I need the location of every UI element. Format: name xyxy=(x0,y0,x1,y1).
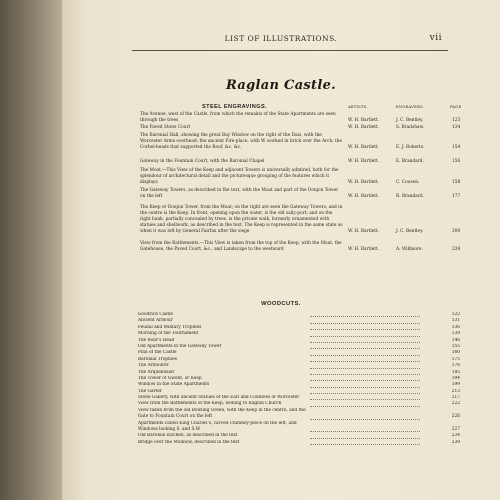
artists-column-header: ARTISTS. xyxy=(348,105,368,109)
woodcut-entry-page: 234 xyxy=(451,433,460,439)
steel-entry-page: 123 xyxy=(452,118,461,123)
page-number: vii xyxy=(429,33,442,43)
leader-dots xyxy=(310,336,420,337)
steel-entry-title: Gateway in the Fountain Court, with the Baronial Chapel xyxy=(140,159,265,164)
woodcut-entry-page: 213 xyxy=(451,388,460,394)
steel-entry-artist: W. H. Bartlett. xyxy=(348,229,380,234)
leader-dots xyxy=(310,316,420,317)
steel-entry-artist: W. H. Bartlett. xyxy=(348,247,380,252)
woodcut-entry-title: Feudal and Military Trophies xyxy=(138,324,202,330)
book-page xyxy=(62,0,500,500)
steel-entry xyxy=(140,241,460,253)
steel-entry-title: The Paved Stone Court xyxy=(140,125,191,130)
woodcut-entry-title: Old Apartments in the Gateway Tower xyxy=(138,343,222,349)
woodcut-entry-title: The Garter xyxy=(138,388,162,394)
steel-entry-title: The Keep or Donjon Tower, from the Moat; on the right are seen the Gateway Towers, and in the centre is the Keep. In front, opening upon the water, is the old sally-port; and on the right bank, partially concealed by trees, is the private walk, formerly ornamented with statues and shellwork, as described in the text. The Keep is represented in the same state as when it was left by General Fairfax after the siege xyxy=(140,205,343,234)
steel-entry-artist: W. H. Bartlett. xyxy=(348,145,380,150)
woodcut-entry-title: Goodrich Castle xyxy=(138,312,174,317)
steel-entry-title: The Gateway Towers, as described in the text, with the Moat and part of the Donjon Tower on the left xyxy=(140,188,339,199)
woodcut-entry-title: Plan of the Castle xyxy=(138,350,177,356)
leader-dots xyxy=(310,393,420,394)
running-title: LIST OF ILLUSTRATIONS. xyxy=(224,34,338,43)
leader-dots xyxy=(310,399,420,400)
woodcut-entry-title: The Tower of Gwent, or Keep xyxy=(138,375,202,381)
steel-entry-page: 156 xyxy=(452,159,461,164)
steel-entry-title: View from the Battlements.—This View is taken from the top of the Keep, with the Moat, the Gatehouse, the Paved Court, &c., and Landscape to the westward xyxy=(140,241,342,252)
woodcut-entry-page: 185 xyxy=(451,369,460,375)
leader-dots xyxy=(310,406,420,407)
woodcut-entry-page: 217 xyxy=(451,395,460,401)
section-title: Raglan Castle. xyxy=(226,78,336,93)
steel-entry xyxy=(140,112,460,124)
steel-entry-engraver: E. J. Roberts. xyxy=(396,145,425,150)
steel-entry-artist: W. H. Bartlett. xyxy=(348,118,380,123)
steel-entry xyxy=(140,188,460,200)
steel-entry-page: 154 xyxy=(452,145,461,150)
leader-dots xyxy=(310,438,420,439)
steel-entry xyxy=(140,125,460,131)
steel-entry-page: 200 xyxy=(452,229,461,234)
book-gutter xyxy=(0,0,62,500)
steel-entry-engraver: J. C. Bentley. xyxy=(396,229,424,234)
steel-entry-page: 177 xyxy=(452,194,461,199)
woodcut-entry-title: The Armourer xyxy=(138,363,169,369)
woodcut-entry-page: 222 xyxy=(451,401,460,407)
leader-dots xyxy=(310,329,420,330)
woodcut-entry xyxy=(138,421,464,434)
steel-entry-artist: W. H. Bartlett. xyxy=(348,194,380,199)
steel-entry-title: The Baronial Hall, showing the great Bay Window on the right of the Dais, with the Worcester Arms overhead; the ancient Fire-place, with W worked in brick over the Arch; the Corbel-heads that supported the Roof, &c. &c. xyxy=(140,133,343,150)
header-rule xyxy=(132,50,448,51)
woodcut-entry-page: 122 xyxy=(451,312,460,317)
steel-entry-page: 239 xyxy=(452,247,461,252)
leader-dots xyxy=(310,419,420,420)
woodcut-entry-title: Apartments called King Charles's, carved Chimney-piece on the left, and Windows looking S. and S.W. xyxy=(138,420,297,433)
leader-dots xyxy=(310,355,420,356)
woodcut-entry-page: 227 xyxy=(451,427,460,433)
steel-entry-page: 134 xyxy=(452,125,461,130)
leader-dots xyxy=(310,368,420,369)
steel-entry-artist: W. H. Bartlett. xyxy=(348,125,380,130)
leader-dots xyxy=(310,361,420,362)
steel-entry xyxy=(140,133,460,151)
woodcut-entry-title: Morning of the Tournament xyxy=(138,331,199,337)
leader-dots xyxy=(310,323,420,324)
woodcuts-list xyxy=(138,312,464,446)
steel-entry-engraver: A. Willmore. xyxy=(396,247,423,252)
woodcut-entry-title: Old Baronial Kitchen, as described in the text xyxy=(138,433,238,439)
woodcut-entry-page: 226 xyxy=(451,414,460,420)
woodcut-entry-title: Bridge over the Monnow, described in the text xyxy=(138,439,240,445)
woodcut-entry-page: 146 xyxy=(451,337,460,343)
woodcut-entry-page: 131 xyxy=(451,318,460,324)
woodcut-entry-title: The Arquebusier xyxy=(138,369,175,375)
leader-dots xyxy=(310,444,420,445)
leader-dots xyxy=(310,348,420,349)
leader-dots xyxy=(310,342,420,343)
woodcut-entry-page: 160 xyxy=(451,350,460,356)
woodcut-entry-page: 175 xyxy=(451,356,460,362)
leader-dots xyxy=(310,431,420,432)
steel-entry xyxy=(140,159,460,165)
woodcut-entry-title: Window in the State Apartments xyxy=(138,382,210,388)
woodcut-entry-title: View taken from the old Bowling Green, with the Keep in the centre, and the Gate to Fountain Court on the left xyxy=(138,407,306,420)
woodcut-entry-title: The Boar's Head xyxy=(138,337,175,343)
steel-entry-engraver: R. Brandard. xyxy=(396,194,424,199)
steel-entry-artist: W. H. Bartlett. xyxy=(348,159,380,164)
steel-entry-engraver: S. Bradshaw. xyxy=(396,125,425,130)
woodcut-entry-title: View from the Battlements of the Keep, looking to Raglan Church xyxy=(138,401,282,407)
steel-entry-engraver: C. Cousen. xyxy=(396,180,420,185)
steel-engravings-heading: STEEL ENGRAVINGS. xyxy=(202,104,268,110)
woodcut-entry-page: 239 xyxy=(451,439,460,445)
woodcuts-heading: WOODCUTS. xyxy=(261,301,301,307)
page-column-header: PAGE xyxy=(450,105,462,109)
woodcut-entry xyxy=(138,440,464,446)
steel-entry xyxy=(140,168,460,186)
leader-dots xyxy=(310,387,420,388)
woodcut-entry-title: Stone Gallery, with ancient Statues of the Earl and Countess of Worcester xyxy=(138,395,300,401)
woodcut-entry-page: 155 xyxy=(451,343,460,349)
steel-entry-page: 158 xyxy=(452,180,461,185)
woodcut-entry-title: Baronial Trophies xyxy=(138,356,177,362)
steel-entry-engraver: E. Brandard. xyxy=(396,159,424,164)
woodcut-entry-page: 199 xyxy=(451,382,460,388)
steel-entry xyxy=(140,205,460,235)
woodcut-entry-page: 176 xyxy=(451,363,460,369)
running-head xyxy=(62,34,500,48)
leader-dots xyxy=(310,380,420,381)
leader-dots xyxy=(310,374,420,375)
woodcut-entry-page: 139 xyxy=(451,331,460,337)
steel-entry-engraver: J. C. Bentley. xyxy=(396,118,424,123)
steel-entry-title: The Moat.—This View of the Keep and adjacent Towers is universally admired, both for the splendour of architectural detail and the picturesque grouping of the features which it displays xyxy=(140,168,339,185)
engravers-column-header: ENGRAVERS. xyxy=(396,105,425,109)
woodcut-entry-page: 136 xyxy=(451,324,460,330)
woodcut-entry xyxy=(138,408,464,421)
woodcut-entry-title: Ancient Armour xyxy=(138,318,173,324)
steel-entry-artist: W. H. Bartlett. xyxy=(348,180,380,185)
woodcut-entry-page: 194 xyxy=(451,375,460,381)
steel-entry-title: The Avenue, west of the Castle, from which the remains of the State Apartments are seen through the trees xyxy=(140,112,336,123)
